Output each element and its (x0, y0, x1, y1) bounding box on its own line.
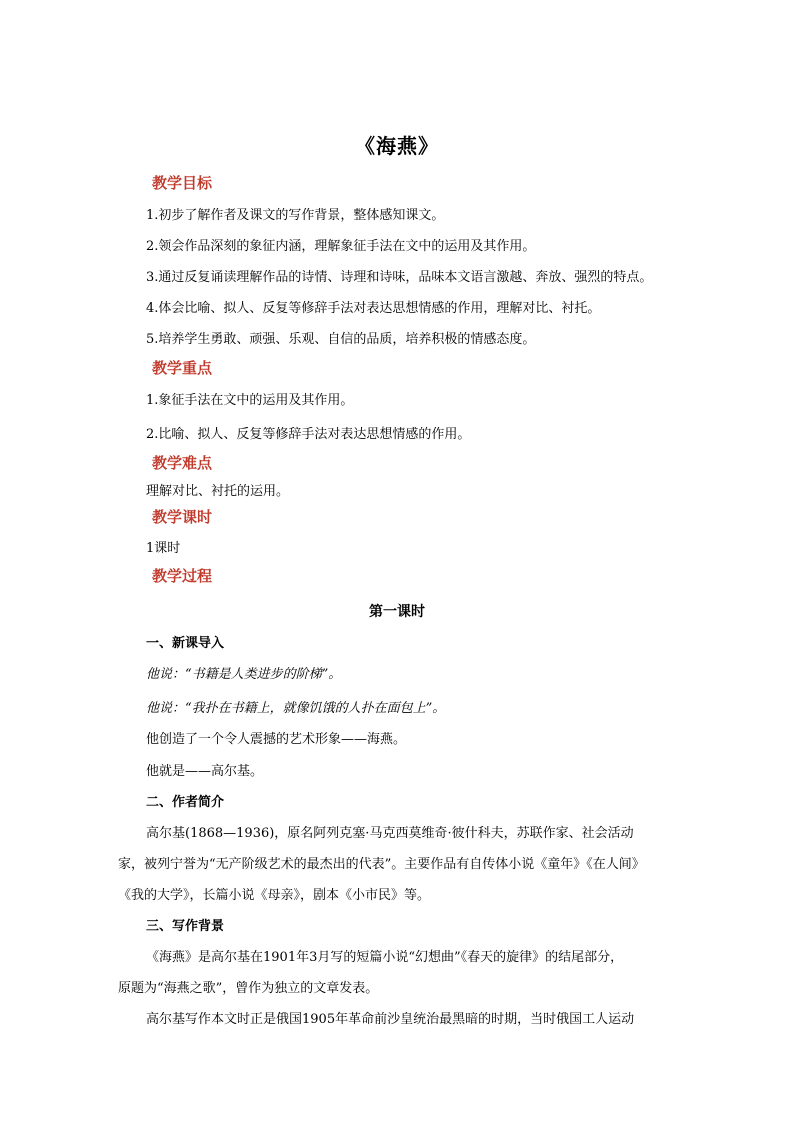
lesson-title: 第一课时 (369, 604, 425, 620)
intro-line: 他创造了一个令人震撼的艺术形象——海燕。 (146, 732, 407, 747)
objective-item: 2.领会作品深刻的象征内涵，理解象征手法在文中的运用及其作用。 (146, 239, 536, 254)
objective-item: 4.体会比喻、拟人、反复等修辞手法对表达思想情感的作用，理解对比、衬托。 (146, 301, 601, 316)
intro-line: 他就是——高尔基。 (146, 764, 264, 779)
key-points-heading: 教学重点 (152, 359, 213, 377)
objective-item: 1.初步了解作者及课文的写作背景，整体感知课文。 (146, 208, 445, 223)
background-heading: 三、写作背景 (146, 919, 225, 934)
author-line: 《我的大学》，长篇小说《母亲》，剧本《小市民》等。 (118, 888, 431, 903)
background-line: 原题为“海燕之歌”，曾作为独立的文章发表。 (118, 981, 379, 996)
key-point-item: 1.象征手法在文中的运用及其作用。 (146, 393, 354, 408)
periods-heading: 教学课时 (152, 508, 213, 526)
periods-text: 1课时 (146, 541, 181, 556)
difficulties-text: 理解对比、衬托的运用。 (146, 484, 290, 499)
background-line: 《海燕》是高尔基在1901年3月写的短篇小说“幻想曲”《春天的旋律》的结尾部分， (146, 950, 624, 965)
page-title: 《海燕》 (355, 134, 439, 158)
intro-line: 他说：“我扑在书籍上，就像饥饿的人扑在面包上”。 (146, 701, 446, 716)
process-heading: 教学过程 (152, 567, 213, 585)
intro-heading: 一、新课导入 (146, 636, 225, 651)
intro-line: 他说：“书籍是人类进步的阶梯”。 (146, 667, 342, 682)
author-heading: 二、作者简介 (146, 795, 225, 810)
objective-item: 3.通过反复诵读理解作品的诗情、诗理和诗味，品味本文语言激越、奔放、强烈的特点。 (146, 270, 653, 285)
author-line: 家，被列宁誉为“无产阶级艺术的最杰出的代表”。主要作品有自传体小说《童年》《在人间》 (118, 857, 645, 872)
key-point-item: 2.比喻、拟人、反复等修辞手法对表达思想情感的作用。 (146, 427, 471, 442)
objectives-heading: 教学目标 (152, 174, 213, 192)
background-line: 高尔基写作本文时正是俄国1905年革命前沙皇统治最黑暗的时期，当时俄国工人运动 (146, 1012, 635, 1027)
objective-item: 5.培养学生勇敢、顽强、乐观、自信的品质，培养积极的情感态度。 (146, 332, 536, 347)
author-line: 高尔基(1868—1936)，原名阿列克塞·马克西莫维奇·彼什科夫，苏联作家、社会活动 (146, 826, 634, 841)
difficulties-heading: 教学难点 (152, 454, 213, 472)
